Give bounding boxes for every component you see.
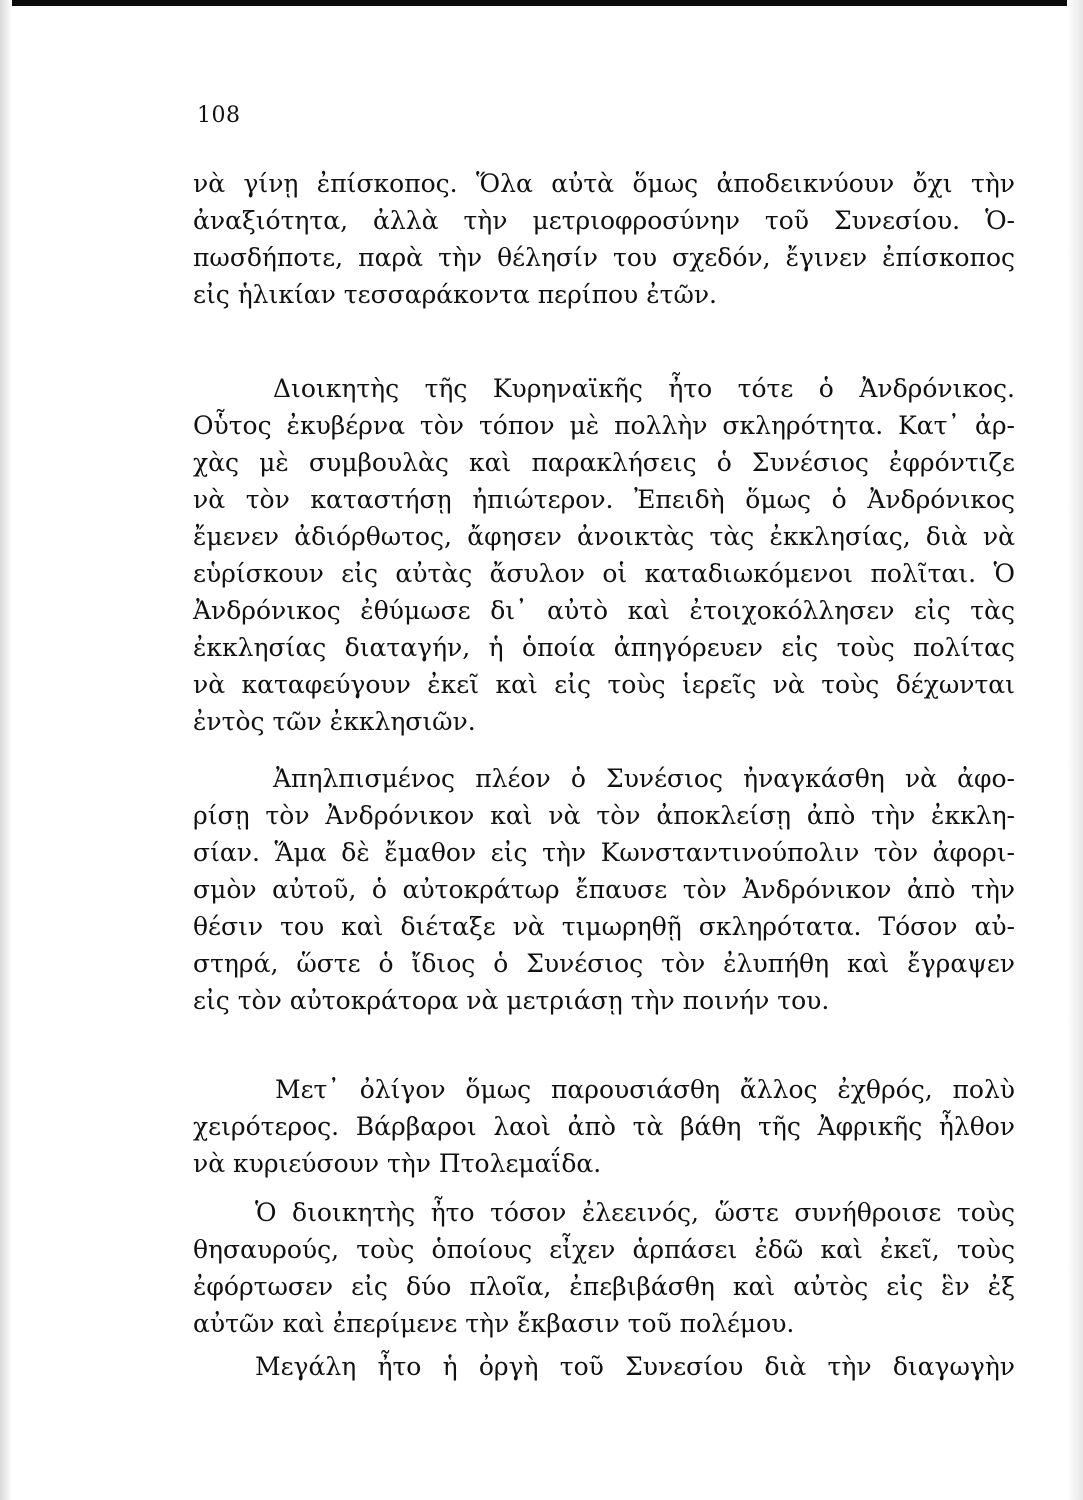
text-line: σμὸν αὐτοῦ, ὁ αὐτοκράτωρ ἔπαυσε τὸν Ἀνδρόνικον ἀπὸ τὴν xyxy=(193,875,1015,904)
text-line: στηρά, ὥστε ὁ ἴδιος ὁ Συνέσιος τὸν ἐλυπήθη καὶ ἔγραψεν xyxy=(193,949,1015,978)
text-line: ἐκκλησίας διαταγήν, ἡ ὁποία ἀπηγόρευεν εἰς τοὺς πολίτας xyxy=(193,633,1015,662)
text-line: Ὁ διοικητὴς ἦτο τόσον ἐλεεινός, ὥστε συνήθροισε τοὺς xyxy=(255,1198,1015,1227)
text-line: θέσιν του καὶ διέταξε νὰ τιμωρηθῇ σκληρότατα. Τόσον αὐ- xyxy=(193,912,1015,941)
text-line: χὰς μὲ συμβουλὰς καὶ παρακλήσεις ὁ Συνέσιος ἐφρόντιζε xyxy=(193,448,1015,477)
text-line: εὑρίσκουν εἰς αὐτὰς ἄσυλον οἱ καταδιωκόμενοι πολῖται. Ὁ xyxy=(193,559,1015,588)
text-line: θησαυρούς, τοὺς ὁποίους εἶχεν ἁρπάσει ἐδῶ καὶ ἐκεῖ, τοὺς xyxy=(193,1235,1015,1264)
text-line: χειρότερος. Βάρβαροι λαοὶ ἀπὸ τὰ βάθη τῆς Ἀφρικῆς ἦλθον xyxy=(193,1112,1015,1141)
text-line: Διοικητὴς τῆς Κυρηναϊκῆς ἦτο τότε ὁ Ἀνδρόνικος. xyxy=(273,374,1015,403)
text-line: πωσδήποτε, παρὰ τὴν θέλησίν του σχεδόν, ἔγινεν ἐπίσκοπος xyxy=(193,243,1015,272)
page-number: 108 xyxy=(197,103,241,128)
text-line: Ἀνδρόνικος ἐθύμωσε δι᾽ αὐτὸ καὶ ἐτοιχοκόλλησεν εἰς τὰς xyxy=(193,596,1015,625)
text-line: Ἀπηλπισμένος πλέον ὁ Συνέσιος ἠναγκάσθη νὰ ἀφο- xyxy=(273,764,1015,793)
text-line: εἰς ἡλικίαν τεσσαράκοντα περίπου ἐτῶν. xyxy=(193,280,717,309)
text-line: σίαν. Ἅμα δὲ ἔμαθον εἰς τὴν Κωνσταντινούπολιν τὸν ἀφορι- xyxy=(193,838,1015,867)
text-line: νὰ γίνῃ ἐπίσκοπος. Ὅλα αὐτὰ ὅμως ἀποδεικνύουν ὄχι τὴν xyxy=(193,169,1015,198)
text-line: αὐτῶν καὶ ἐπερίμενε τὴν ἔκβασιν τοῦ πολέμου. xyxy=(193,1309,795,1338)
paragraph xyxy=(193,1194,1015,1342)
text-line: Μετ᾽ ὀλίγον ὅμως παρουσιάσθη ἄλλος ἐχθρός, πολὺ xyxy=(275,1075,1015,1104)
paragraph xyxy=(193,165,1015,313)
text-line: ἀναξιότητα, ἀλλὰ τὴν μετριοφροσύνην τοῦ Συνεσίου. Ὁ- xyxy=(193,206,1015,235)
text-line: νὰ κυριεύσουν τὴν Πτολεμαΐδα. xyxy=(193,1149,602,1178)
page-right-edge-shadow xyxy=(1067,0,1083,1500)
paragraph xyxy=(193,370,1015,740)
text-line: ἔμενεν ἀδιόρθωτος, ἄφησεν ἀνοικτὰς τὰς ἐκκλησίας, διὰ νὰ xyxy=(193,522,1015,551)
paragraph xyxy=(193,760,1015,1019)
text-line: νὰ τὸν καταστήσῃ ἠπιώτερον. Ἐπειδὴ ὅμως ὁ Ἀνδρόνικος xyxy=(193,485,1015,514)
text-line: ἐφόρτωσεν εἰς δύο πλοῖα, ἐπεβιβάσθη καὶ αὐτὸς εἰς ἓν ἐξ xyxy=(193,1272,1015,1301)
page-left-binding-shadow xyxy=(0,0,12,1500)
text-line: Οὗτος ἐκυβέρνα τὸν τόπον μὲ πολλὴν σκληρότητα. Κατ᾽ ἀρ- xyxy=(193,411,1015,440)
paragraph xyxy=(193,1071,1015,1182)
text-line: εἰς τὸν αὐτοκράτορα νὰ μετριάσῃ τὴν ποινήν του. xyxy=(193,986,830,1015)
page-top-edge xyxy=(0,0,1083,6)
text-line: ρίσῃ τὸν Ἀνδρόνικον καὶ νὰ τὸν ἀποκλείσῃ ἀπὸ τὴν ἐκκλη- xyxy=(193,801,1015,830)
text-line: ἐντὸς τῶν ἐκκλησιῶν. xyxy=(193,707,476,736)
text-line: Μεγάλη ἦτο ἡ ὀργὴ τοῦ Συνεσίου διὰ τὴν διαγωγὴν xyxy=(255,1352,1015,1381)
paragraph xyxy=(193,1348,1015,1385)
text-line: νὰ καταφεύγουν ἐκεῖ καὶ εἰς τοὺς ἱερεῖς νὰ τοὺς δέχωνται xyxy=(193,670,1015,699)
